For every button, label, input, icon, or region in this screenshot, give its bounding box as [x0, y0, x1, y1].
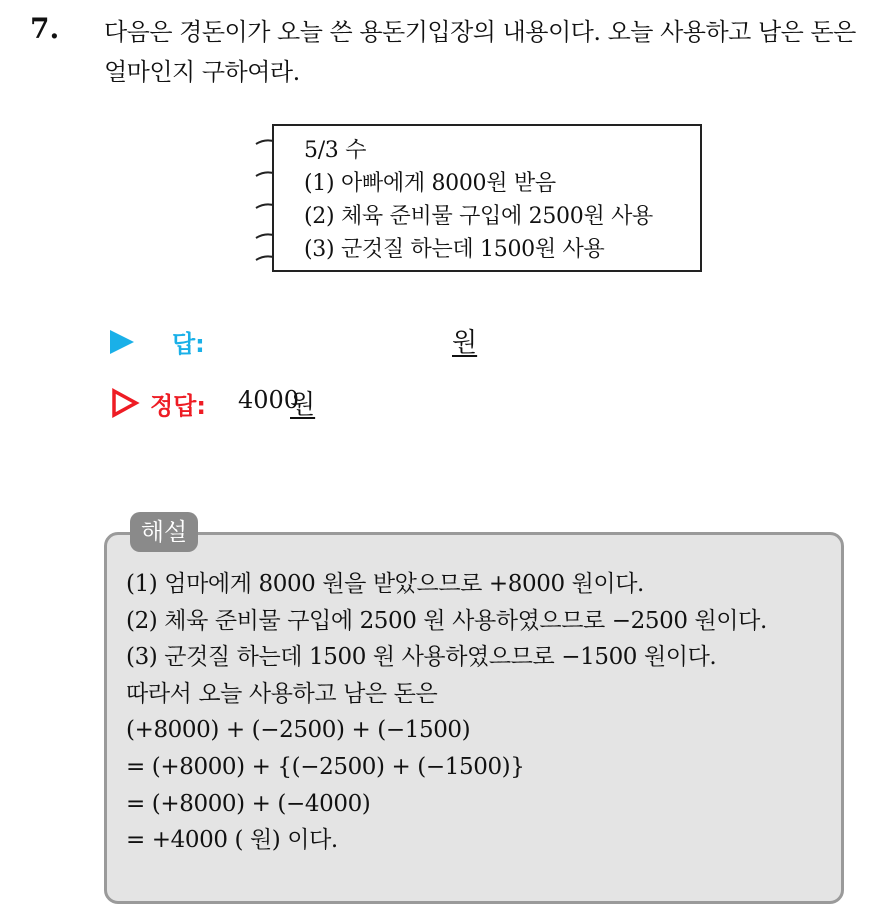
question-text: 다음은 경돈이가 오늘 쓴 용돈기입장의 내용이다. 오늘 사용하고 남은 돈은 얼마인지 구하여라. [104, 18, 856, 86]
explanation-line-6: = (+8000) + {(−2500) + (−1500)} [126, 753, 525, 780]
explanation-line-4: 따라서 오늘 사용하고 남은 돈은 [126, 680, 438, 707]
answer-row [110, 322, 710, 362]
notebook-line-date: 5/3 수 [304, 138, 367, 163]
explanation-line-3: (3) 군것질 하는데 1500 원 사용하였으므로 −1500 원이다. [126, 644, 717, 671]
notebook-line-2: (2) 체육 준비물 구입에 2500원 사용 [304, 204, 653, 229]
correct-answer-unit: 원 [290, 390, 316, 420]
play-outline-icon [110, 388, 140, 418]
correct-answer-value: 4000 [238, 386, 300, 414]
explanation-body [126, 566, 767, 859]
correct-answer-label: 정답: [150, 392, 206, 420]
allowance-notebook [272, 124, 702, 272]
explanation-line-8: = +4000 ( 원) 이다. [126, 827, 338, 854]
notebook-line-3: (3) 군것질 하는데 1500원 사용 [304, 237, 605, 262]
explanation-line-2: (2) 체육 준비물 구입에 2500 원 사용하였으므로 −2500 원이다. [126, 607, 767, 634]
notebook-line-1: (1) 아빠에게 8000원 받음 [304, 171, 556, 196]
answer-label: 답: [172, 330, 205, 358]
question-number: 7. [30, 12, 60, 45]
correct-answer-row [110, 384, 710, 424]
explanation-line-5: (+8000) + (−2500) + (−1500) [126, 717, 471, 744]
explanation-line-7: = (+8000) + (−4000) [126, 790, 371, 817]
explanation-line-1: (1) 엄마에게 8000 원을 받았으므로 +8000 원이다. [126, 571, 644, 597]
play-icon [110, 330, 134, 354]
explanation-tab: 해설 [130, 512, 198, 552]
answer-unit: 원 [452, 328, 478, 358]
